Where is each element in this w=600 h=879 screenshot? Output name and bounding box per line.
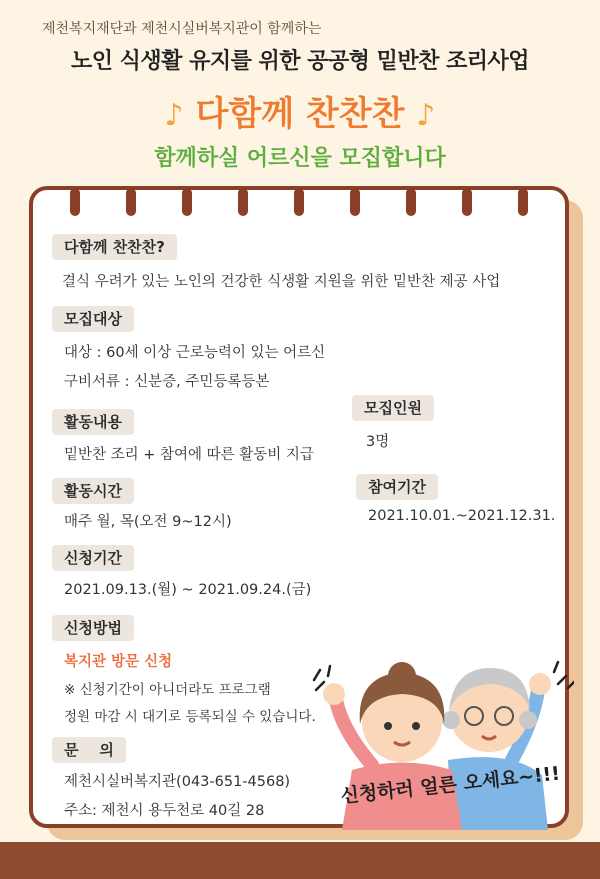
- hours-text: 매주 월, 목(오전 9~12시): [64, 514, 232, 530]
- activity-text: 밑반찬 조리 + 참여에 따른 활동비 지급: [64, 447, 314, 463]
- apply-period-text: 2021.09.13.(월) ~ 2021.09.24.(금): [64, 582, 312, 598]
- apply-method-note2: 정원 마감 시 대기로 등록되실 수 있습니다.: [64, 709, 316, 725]
- title-row: [0, 86, 600, 135]
- label-apply-period: 신청기간: [52, 545, 134, 571]
- label-headcount: 모집인원: [352, 395, 434, 421]
- ring: [294, 188, 304, 216]
- apply-method-highlight: 복지관 방문 신청: [64, 654, 173, 670]
- ring: [518, 188, 528, 216]
- subtitle: 함께하실 어르신을 모집합니다: [154, 146, 446, 171]
- ring: [126, 188, 136, 216]
- headcount-text: 3명: [366, 434, 390, 450]
- headline: 노인 식생활 유지를 위한 공공형 밑반찬 조리사업: [71, 49, 529, 74]
- callout-text: 신청하러 얼른 오세요~!!!: [339, 762, 562, 808]
- contact-line2: 주소: 제천시 용두천로 40길 28: [64, 803, 265, 819]
- page-title: 다함께 찬찬찬: [195, 94, 405, 134]
- label-target: 모집대상: [52, 306, 134, 332]
- contact-line1: 제천시실버복지관(043-651-4568): [64, 774, 291, 790]
- label-activity: 활동내용: [52, 409, 134, 435]
- ring: [462, 188, 472, 216]
- ring: [350, 188, 360, 216]
- ring: [182, 188, 192, 216]
- label-about: 다함께 찬찬찬?: [52, 234, 177, 260]
- label-hours: 활동시간: [52, 478, 134, 504]
- target-line1: 대상 : 60세 이상 근로능력이 있는 어르신: [64, 345, 326, 361]
- ring: [70, 188, 80, 216]
- music-note-icon: ♪: [416, 98, 436, 133]
- label-apply-method: 신청방법: [52, 615, 134, 641]
- music-note-icon: ♪: [164, 98, 184, 133]
- about-text: 결식 우려가 있는 노인의 건강한 식생활 지원을 위한 밑반찬 제공 사업: [62, 274, 501, 290]
- ring: [406, 188, 416, 216]
- bottom-band: [0, 842, 600, 879]
- ring: [238, 188, 248, 216]
- apply-method-note1: ※ 신청기간이 아니더라도 프로그램: [64, 682, 271, 698]
- target-line2: 구비서류 : 신분증, 주민등록등본: [64, 374, 270, 390]
- label-period: 참여기간: [356, 474, 438, 500]
- label-contact: 문 의: [52, 737, 126, 763]
- period-text: 2021.10.01.~2021.12.31.: [368, 508, 556, 524]
- top-organizers: 제천복지재단과 제천시실버복지관이 함께하는: [42, 21, 322, 37]
